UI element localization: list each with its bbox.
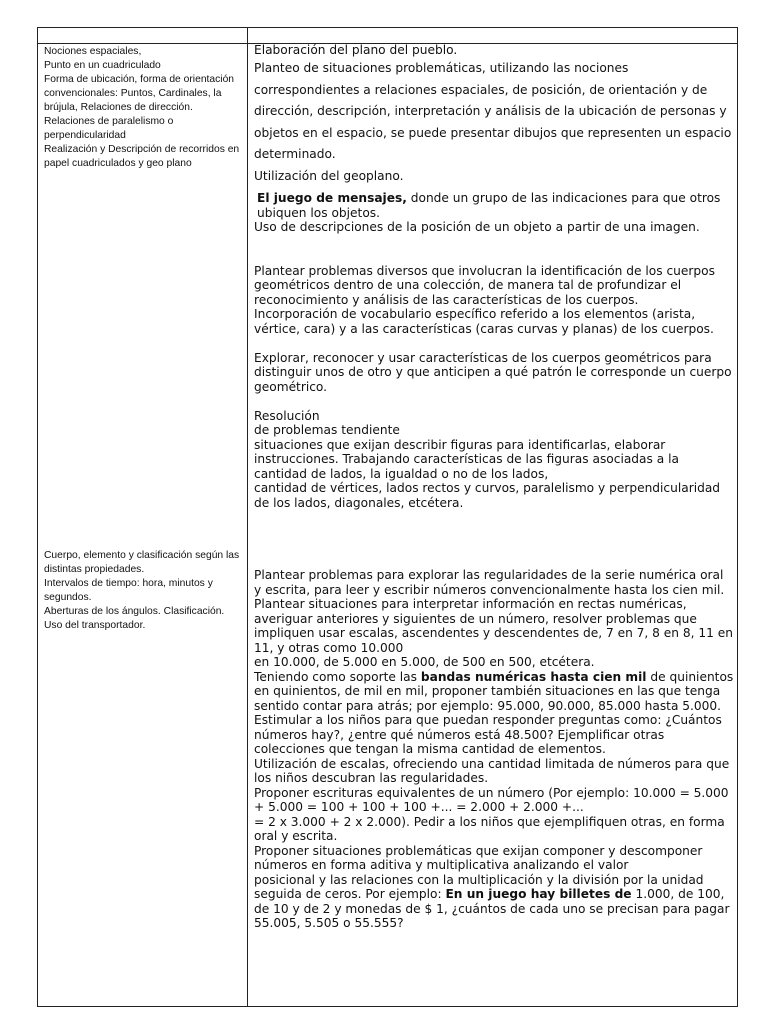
section-juego <box>254 191 734 235</box>
planteo-paragraph: Planteo de situaciones problemáticas, utilizando las nociones correspondientes a relaciones espaciales, de posición, de orientación y de dirección, descripción, interpretación y análisis de la ubicación de personas y objetos en el espacio, se puede presentar dibujos que representen un espacio determinado. <box>254 61 732 161</box>
content-table <box>37 27 738 1007</box>
rectas-numericas: Plantear situaciones para interpretar información en rectas numéricas, averiguar anteriores y siguientes de un número, resolver problemas que impliquen usar escalas, ascendentes y descendentes de, 7 en 7, 8 en 8, 11 en 11, y otras como 10.000 <box>254 597 734 655</box>
plantear-cuerpos: Plantear problemas diversos que involucran la identificación de los cuerpos geométricos dentro de una colección, de manera tal de profundizar el reconocimiento y análisis de las características de los cuerpos. <box>254 263 715 307</box>
posicional-pre: posicional y las relaciones con la multiplicación y la división por la unidad seguida de ceros. Por ejemplo: <box>254 872 704 901</box>
posicional-paragraph <box>254 873 734 931</box>
tendiente: de problemas tendiente <box>254 423 400 437</box>
resolucion: Resolución <box>254 408 320 423</box>
right-column <box>254 42 734 931</box>
juego-bold: El juego de mensajes, <box>257 191 407 205</box>
left-item: Relaciones de paralelismo o perpendicularidad <box>44 116 174 141</box>
componer: Proponer situaciones problemáticas que exijan componer y descomponer números en forma aditiva y multiplicativa analizando el valor <box>254 843 703 872</box>
geoplano-line: Utilización del geoplano. <box>254 168 404 183</box>
serie-numerica: Plantear problemas para explorar las regularidades de la serie numérica oral y escrita, para leer y escribir números convencionalmente hasta los cien mil. <box>254 568 725 597</box>
en-10000: en 10.000, de 5.000 en 5.000, de 500 en 500, etcétera. <box>254 655 595 669</box>
posicional-post: 1.000, de 100, de 10 y de 2 y monedas de $ 1, ¿cuántos de cada uno se precisan para pagar 55.005, 5.505 o 55.555? <box>254 887 730 930</box>
escrituras-2: = 2 x 3.000 + 2 x 2.000). Pedir a los niños que ejemplifiquen otras, en forma oral y escrita. <box>254 814 725 843</box>
situaciones-figuras: situaciones que exijan describir figuras para identificarlas, elaborar instrucciones. Trabajando características de las figuras asociadas a la cantidad de lados, la igualdad o no de los lados, <box>254 437 679 481</box>
juego-paragraph <box>257 191 734 220</box>
left-column-block-2 <box>44 549 240 633</box>
vocabulario: Incorporación de vocabulario específico referido a los elementos (arista, vértice, cara) y a las características (caras curvas y planas) de los cuerpos. <box>254 307 714 336</box>
explorar: Explorar, reconocer y usar características de los cuerpos geométricos para distinguir unos de otro y que anticipen a qué patrón le corresponde un cuerpo geométrico. <box>254 350 732 394</box>
section-plano <box>254 42 734 187</box>
uso-descripciones: Uso de descripciones de la posición de un objeto a partir de una imagen. <box>254 220 700 234</box>
bandas-paragraph <box>254 670 734 757</box>
left-item: Uso del transportador. <box>44 620 146 631</box>
left-item: Cuerpo, elemento y clasificación según las distintas propiedades. <box>44 550 240 575</box>
bandas-pre: Teniendo como soporte las <box>254 669 421 684</box>
plano-title: Elaboración del plano del pueblo. <box>254 43 458 57</box>
left-item: Aberturas de los ángulos. Clasificación. <box>44 606 225 617</box>
left-item: Realización y Descripción de recorridos en papel cuadriculados y geo plano <box>44 144 240 169</box>
escrituras: Proponer escrituras equivalentes de un número (Por ejemplo: 10.000 = 5.000 + 5.000 = 100 + 100 + 100 +... = 2.000 + 2.000 +... <box>254 785 729 814</box>
escalas: Utilización de escalas, ofreciendo una cantidad limitada de números para que los niños descubran las regularidades. <box>254 756 730 785</box>
bandas-bold: bandas numéricas hasta cien mil <box>420 669 647 684</box>
left-item: Nociones espaciales, <box>44 46 142 57</box>
bandas-post: de quinientos en quinientos, de mil en mil, proponer también situaciones en las que tenga sentido contar para atrás; por ejemplo: 95.000, 90.000, 85.000 hasta 5.000. Estimular a los niños para que puedan responder preguntas como: ¿Cuántos números hay?, ¿entre qué números está 48.500? Ejemplificar otras colecciones que tengan la misma cantidad de elementos. <box>254 669 734 756</box>
left-column-block-1 <box>44 45 240 171</box>
column-divider <box>247 28 248 1006</box>
juego-rest: donde un grupo de las indicaciones para que otros ubiquen los objetos. <box>257 191 721 220</box>
posicional-bold: En un juego hay billetes de <box>445 887 632 901</box>
vertices: cantidad de vértices, lados rectos y curvos, paralelismo y perpendicularidad de los lados, diagonales, etcétera. <box>254 481 721 510</box>
left-item: Forma de ubicación, forma de orientación convencionales: Puntos, Cardinales, la brújula, Relaciones de dirección. <box>44 74 235 113</box>
left-item: Intervalos de tiempo: hora, minutos y segundos. <box>44 578 213 603</box>
left-item: Punto en un cuadriculado <box>44 60 161 71</box>
